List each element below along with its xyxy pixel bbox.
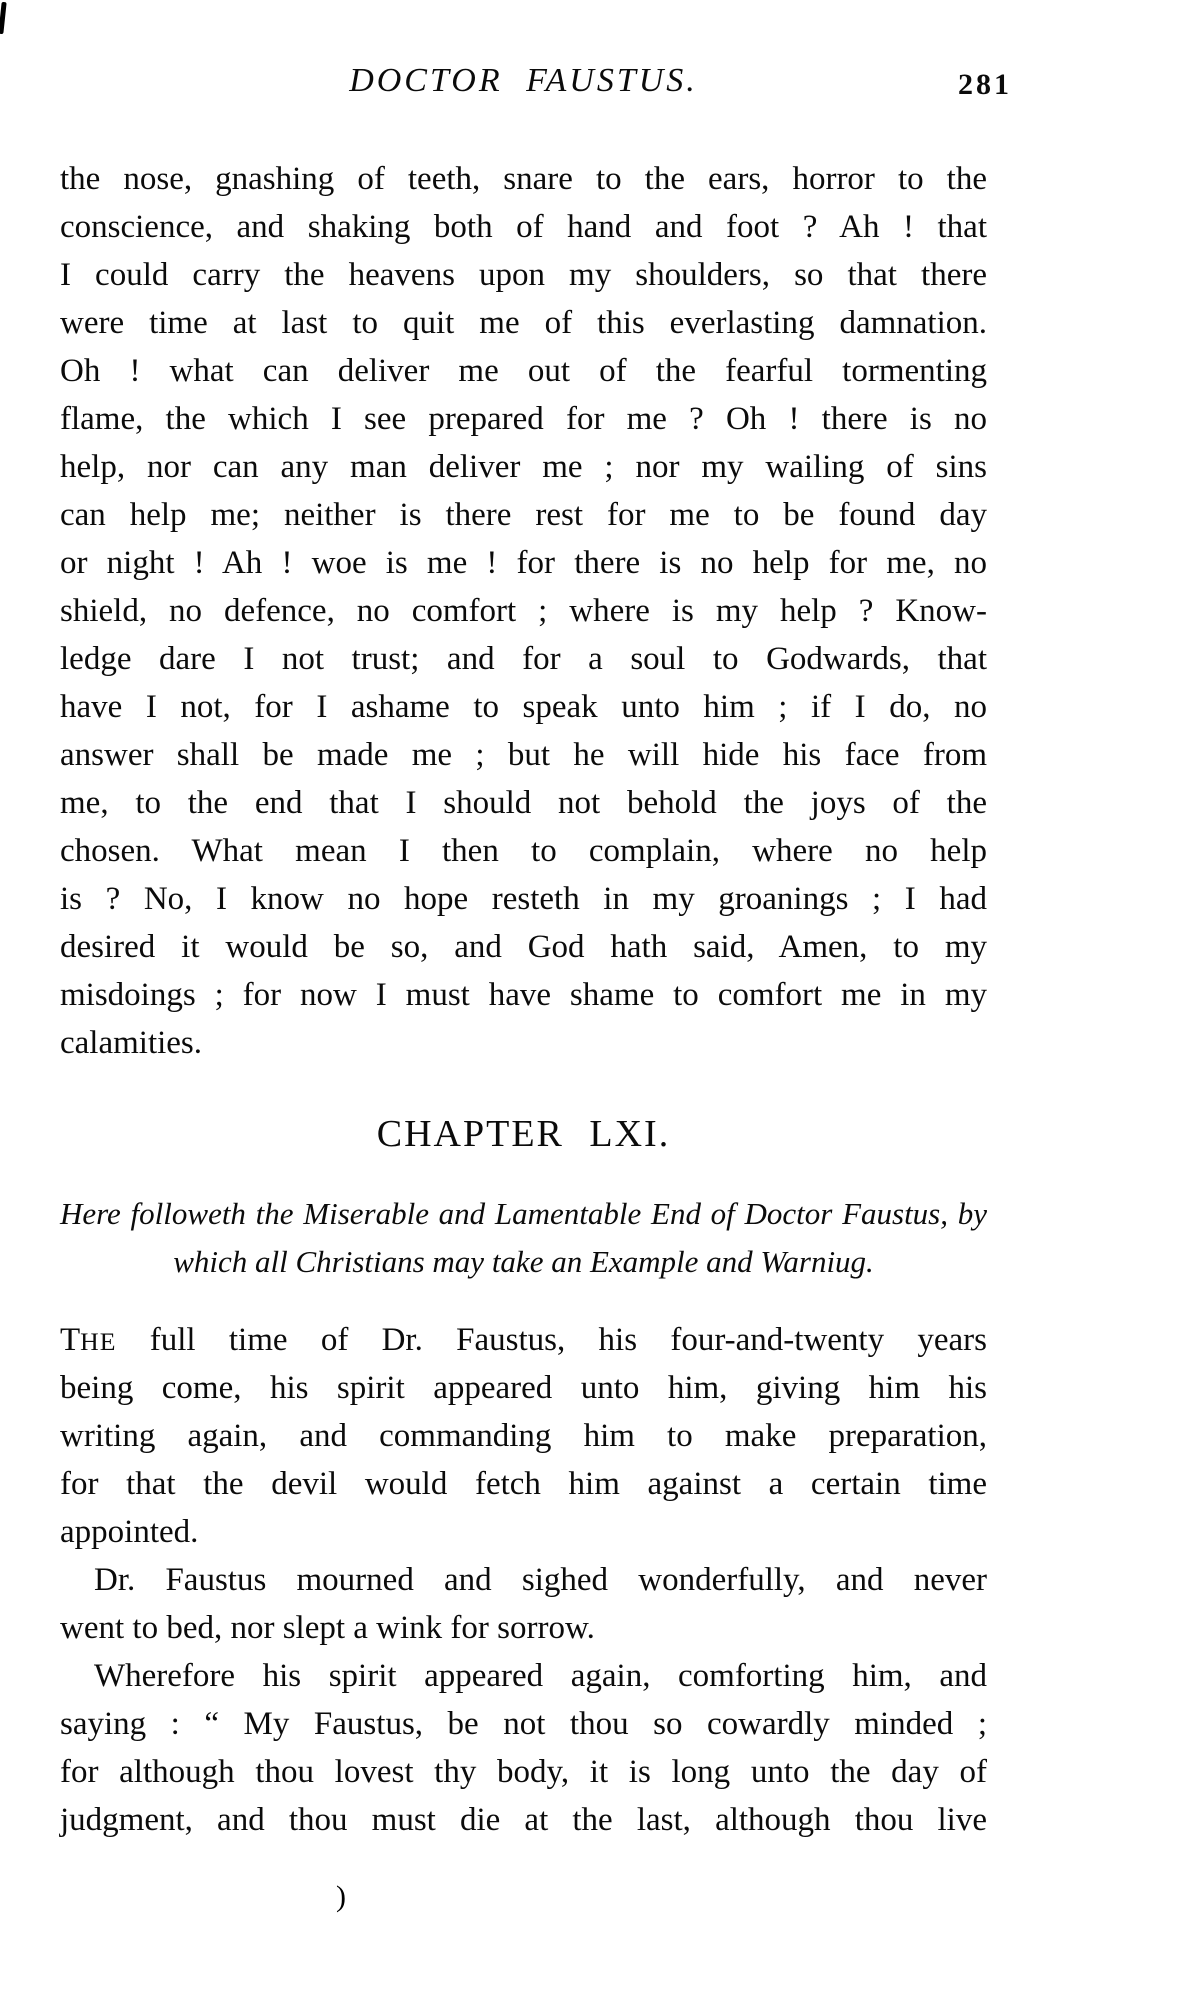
paragraph-spirit-speech [60,1652,987,1844]
text-line: saying : “ My Faustus, be not thou so cowardly minded ; [60,1706,987,1742]
page-text-block [60,155,987,1844]
text-line: Dr. Faustus mourned and sighed wonderfully, and never [94,1562,987,1598]
text-line: help, nor can any man deliver me ; nor my wailing of sins [60,449,987,485]
text-line: writing again, and commanding him to make preparation, [60,1418,987,1454]
text-line: shield, no defence, no comfort ; where is my help ? Know- [60,593,987,629]
text-line: for although thou lovest thy body, it is long unto the day of [60,1754,987,1790]
text-line: appointed. [60,1514,199,1550]
text-line: I could carry the heavens upon my shoulders, so that there [60,257,987,293]
text-line: for that the devil would fetch him against a certain time [60,1466,987,1502]
running-header [60,62,987,110]
text-line: desired it would be so, and God hath said, Amen, to my [60,929,987,965]
text-line: conscience, and shaking both of hand and foot ? Ah ! that [60,209,987,245]
text-line: were time at last to quit me of this everlasting damnation. [60,305,987,341]
text-line: went to bed, nor slept a wink for sorrow. [60,1610,595,1646]
text-line: answer shall be made me ; but he will hide his face from [60,737,987,773]
subtitle-line: which all Christians may take an Example and Warniug. [173,1244,874,1279]
text-line: is ? No, I know no hope resteth in my groanings ; I had [60,881,987,917]
subtitle-line: Here followeth the Miserable and Lamentable End of Doctor Faustus, by [60,1196,987,1231]
text-line: me, to the end that I should not behold the joys of the [60,785,987,821]
text-line: flame, the which I see prepared for me ? Oh ! there is no [60,401,987,437]
text-line: or night ! Ah ! woe is me ! for there is no help for me, no [60,545,987,581]
text-line: chosen. What mean I then to complain, where no help [60,833,987,869]
text-line [60,1316,987,1364]
text-line: Oh ! what can deliver me out of the fearful tormenting [60,353,987,389]
text-line: being come, his spirit appeared unto him, giving him his [60,1370,987,1406]
signature-mark: ) [336,1880,346,1913]
running-title: DOCTOR FAUSTUS. [349,62,698,99]
text-line: judgment, and thou must die at the last, although thou live [60,1802,987,1838]
paragraph-chapter-opening [60,1316,987,1556]
chapter-heading: CHAPTER LXI. [376,1113,671,1155]
text-line: calamities. [60,1025,203,1061]
scan-edge-artifact [0,2,7,34]
text-line-rest: full time of Dr. Faustus, his four-and-twenty years [116,1322,987,1358]
lead-small-caps: HE [80,1327,117,1356]
text-line: ledge dare I not trust; and for a soul to Godwards, that [60,641,987,677]
text-line: misdoings ; for now I must have shame to comfort me in my [60,977,987,1013]
paragraph-continuation [60,155,987,1067]
lead-capital: T [60,1322,81,1358]
page-number: 281 [958,68,1012,101]
text-line: Wherefore his spirit appeared again, comforting him, and [94,1658,987,1694]
text-line: can help me; neither is there rest for me to be found day [60,497,987,533]
text-line: the nose, gnashing of teeth, snare to the ears, horror to the [60,161,987,197]
paragraph-mourning [60,1556,987,1652]
chapter-subtitle [60,1190,987,1286]
text-line: have I not, for I ashame to speak unto him ; if I do, no [60,689,987,725]
